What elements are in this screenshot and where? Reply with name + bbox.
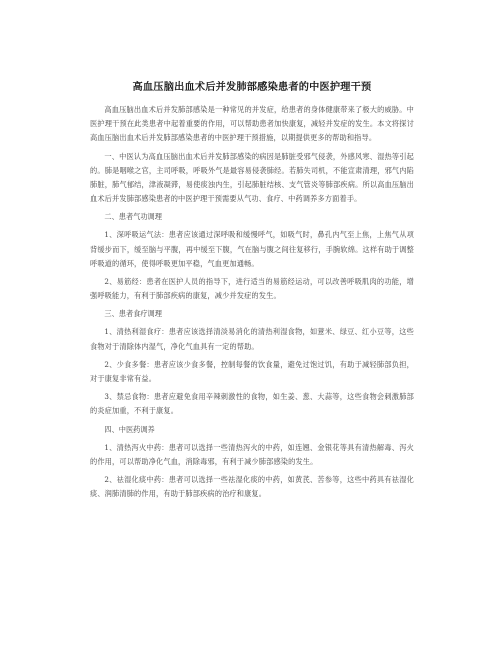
section1-paragraph: 一、中医认为高血压脑出血术后并发肺部感染的病因是肺脏受邪气侵袭，外感风寒、湿热等引起的。肺是咽喉之官，主司呼吸，呼吸外气是最容易侵袭肺经。若肺失司机，不能宣肃清理，邪气内陷肺脏，肺气郁结，津液凝滞，易使痰浊内生，引起肺脏结核、支气管炎等肺部疾病。所以高血压脑出血术后并发肺部感染患者的中医护理干预需要从气功、食疗、中药调养多方面着手。 [90,151,414,204]
section3-heading: 三、患者食疗调理 [104,309,162,319]
document-title: 高血压脑出血术后并发肺部感染患者的中医护理干预 [132,82,372,93]
intro-paragraph: 高血压脑出血术后并发肺部感染是一种常见的并发症，给患者的身体健康带来了极大的威胁。中医护理干预在此类患者中起着重要的作用，可以帮助患者加快康复，减轻并发症的发生。本文将探讨高血压脑出血术后并发肺部感染患者的中医护理干预措施，以期提供更多的帮助和指导。 [90,105,414,143]
section4-item2: 2、祛湿化痰中药：患者可以选择一些祛湿化痰的中药，如黄芪、苦参等，这些中药具有祛湿化痰、润肺清肺的作用，有助于肺部疾病的治疗和康复。 [90,475,414,499]
section2-item2: 2、易筋经：患者在医护人员的指导下，进行适当的易筋经运动，可以改善呼吸肌肉的功能，增强呼吸能力，有利于肺部疾病的康复，减少并发症的发生。 [90,277,414,301]
section4-heading: 四、中医药调养 [104,424,155,434]
section4-item1: 1、清热泻火中药：患者可以选择一些清热泻火的中药，如连翘、金银花等具有清热解毒、泻火的作用，可以帮助净化气血，消除毒邪，有利于减少肺部感染的发生。 [90,442,414,466]
section3-item1: 1、清热利湿食疗：患者应该选择清淡易消化的清热利湿食物，如薏米、绿豆、红小豆等，这些食物对于清除体内湿气，净化气血具有一定的帮助。 [90,327,414,351]
section3-item2: 2、少食多餐：患者应该少食多餐，控制每餐的饮食量，避免过饱过饥，有助于减轻肺部负担，对于康复非常有益。 [90,359,414,384]
document-page [90,78,414,505]
section3-item3: 3、禁忌食物：患者应避免食用辛辣刺激性的食物，如生姜、葱、大蒜等，这些食物会刺激肺部的炎症加重，不利于康复。 [90,392,414,416]
section2-item1: 1、深呼吸运气法：患者应该通过深呼吸和缓慢呼气，如吸气时，鼻孔内气至上焦，上焦气从项背缓步而下，缓至脑与平腹，再中缓至下腹，气在脑与腹之间往复移行，手腕软绵。这样有助于调整呼吸道的循环，使得呼吸更加平稳，气血更加通畅。 [90,230,414,268]
section2-heading: 二、患者气功调理 [104,212,162,222]
